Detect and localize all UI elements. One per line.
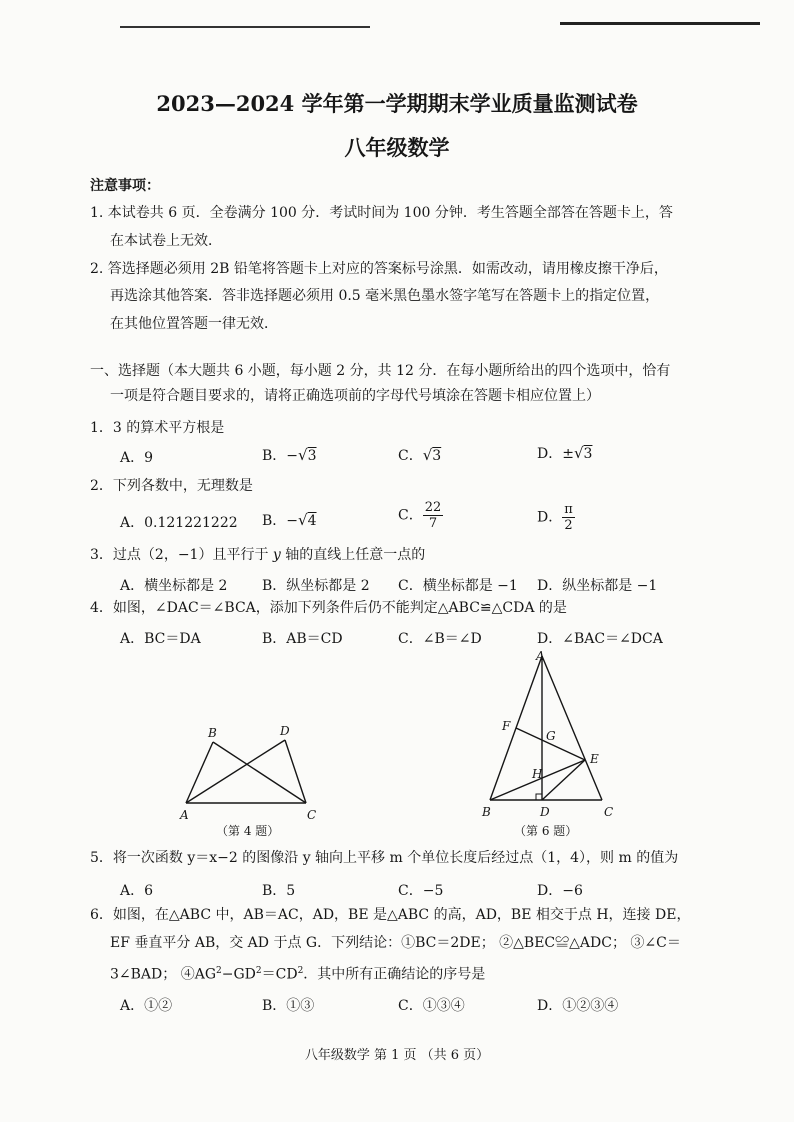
question-6-option-b: B．①③ (262, 998, 315, 1014)
question-6-line-1: 6．如图，在△ABC 中，AB＝AC，AD，BE 是△ABC 的高，AD，BE 相交于点 H，连接 DE， (90, 907, 691, 923)
question-1-option-c: C．√3 (398, 446, 442, 464)
question-4-option-c: C．∠B＝∠D (398, 631, 482, 647)
question-1-option-b: B．−√3 (262, 446, 317, 464)
question-1-stem: 1．3 的算术平方根是 (90, 420, 225, 436)
fig6-label-g: G (546, 729, 556, 743)
question-5-option-d: D．−6 (537, 883, 583, 899)
figure-6-caption: （第 6 题） (514, 824, 578, 838)
fig4-segment-bc (213, 742, 306, 803)
question-4-stem: 4．如图，∠DAC＝∠BCA，添加下列条件后仍不能判定△ABC≌△CDA 的是 (90, 600, 567, 616)
question-6-line-2: EF 垂直平分 AB，交 AD 于点 G．下列结论：①BC＝2DE； ②△BEC≌△ADC； ③∠C＝ (110, 935, 681, 951)
fig6-segment-de (542, 760, 585, 800)
question-3-option-d: D．纵坐标都是 −1 (537, 578, 658, 594)
question-5-option-a: A．6 (120, 883, 154, 899)
fig6-right-angle-mark-d (536, 794, 542, 800)
note-1-line-1: 1. 本试卷共 6 页．全卷满分 100 分．考试时间为 100 分钟．考生答题全部答在答题卡上，答 (90, 205, 673, 221)
scan-edge-line-right (560, 22, 760, 25)
fig6-label-a: A (536, 649, 545, 663)
note-2-line-3: 在其他位置答题一律无效． (110, 316, 278, 332)
fig4-label-d: D (280, 724, 290, 738)
exam-title: 2023—2024 学年第一学期期末学业质量监测试卷 (156, 91, 638, 116)
section-1-intro-line-2: 一项是符合题目要求的，请将正确选项前的字母代号填涂在答题卡相应位置上） (110, 388, 600, 404)
question-4-option-d: D．∠BAC＝∠DCA (537, 631, 663, 647)
question-1-option-a: A．9 (120, 450, 154, 466)
fig6-label-d: D (540, 805, 550, 819)
note-1-line-2: 在本试卷上无效． (110, 233, 222, 249)
question-1-option-d: D．±√3 (537, 444, 593, 462)
question-4-option-a: A．BC＝DA (120, 631, 201, 647)
question-6-line-3: 3∠BAD； $④AG^2-GD^2=CD^2$．其中所有正确结论的序号是 (110, 966, 486, 983)
question-3-option-c: C．横坐标都是 −1 (398, 578, 518, 594)
question-2-option-a: A．0.121221222 (120, 515, 238, 531)
fig6-label-f: F (502, 719, 511, 733)
fig4-label-a: A (180, 808, 189, 822)
question-3-option-b: B．纵坐标都是 2 (262, 578, 370, 594)
question-2-option-c: C． $\frac{22}{7}$ (398, 500, 442, 531)
figure-4-caption: （第 4 题） (216, 824, 280, 838)
figure-4-diagram (170, 715, 340, 835)
question-2-option-d: D． $\frac{\pi}{2}$ (537, 502, 573, 533)
fig6-label-e: E (590, 752, 599, 766)
exam-subject: 八年级数学 (344, 135, 450, 160)
figure-6-diagram (478, 648, 628, 823)
question-3-stem: 3．过点（2，−1）且平行于 y 轴的直线上任意一点的 (90, 547, 426, 563)
note-2-line-1: 2. 答选择题必须用 2B 铅笔将答题卡上对应的答案标号涂黑．如需改动，请用橡皮擦干净后， (90, 261, 668, 277)
question-6-option-c: C．①③④ (398, 998, 465, 1014)
fig4-label-c: C (307, 808, 317, 822)
question-6-option-d: D．①②③④ (537, 998, 619, 1014)
fig4-segment-dc (285, 740, 306, 803)
question-4-option-b: B．AB＝CD (262, 631, 343, 647)
fig4-label-b: B (208, 726, 217, 740)
scan-edge-line-left (120, 26, 370, 28)
question-5-stem: 5．将一次函数 y＝x−2 的图像沿 y 轴向上平移 m 个单位长度后经过点（1，4），则 m 的值为 (90, 850, 679, 866)
fig6-label-c: C (604, 805, 614, 819)
notes-heading: 注意事项： (90, 178, 160, 194)
question-6-option-a: A．①② (120, 998, 173, 1014)
page-footer: 八年级数学 第 1 页 （共 6 页） (304, 1048, 490, 1063)
question-5-option-b: B．5 (262, 883, 296, 899)
fig6-segment-ac (542, 656, 602, 800)
fig6-label-b: B (482, 805, 491, 819)
note-2-line-2: 再选涂其他答案．答非选择题必须用 0.5 毫米黑色墨水签字笔写在答题卡上的指定位置， (110, 288, 660, 304)
fig4-segment-ad (186, 740, 285, 803)
question-3-option-a: A．横坐标都是 2 (120, 578, 228, 594)
question-2-stem: 2．下列各数中，无理数是 (90, 478, 253, 494)
section-1-intro-line-1: 一、选择题（本大题共 6 小题，每小题 2 分，共 12 分．在每小题所给出的四个选项中，恰有 (90, 363, 671, 379)
question-2-option-b: B．−√4 (262, 511, 317, 529)
question-5-option-c: C．−5 (398, 883, 444, 899)
fig6-label-h: H (532, 767, 543, 781)
